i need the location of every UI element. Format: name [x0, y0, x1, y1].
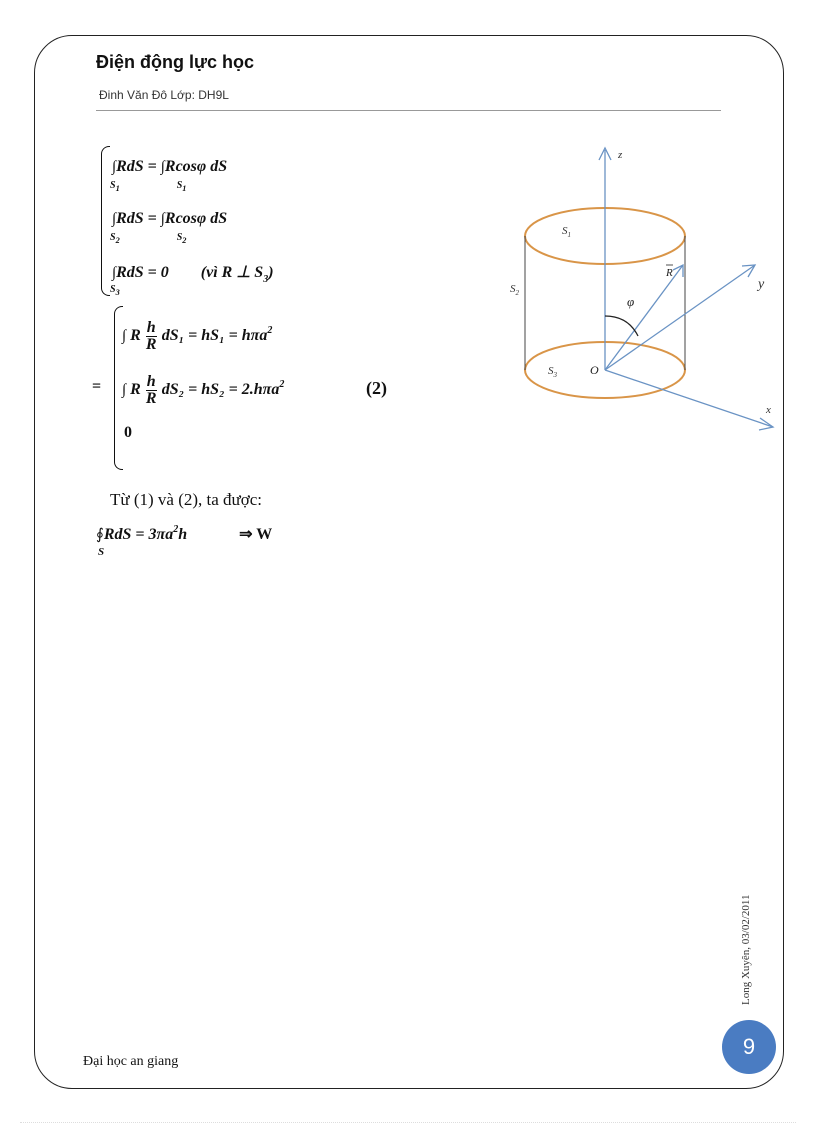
cylinder-figure [490, 130, 790, 450]
integral-sign: ∫ [160, 211, 165, 227]
fraction-denominator: R [145, 390, 157, 407]
integral-sign: ∫ [122, 328, 127, 345]
result-lhs: RdS = 3πa [103, 526, 174, 543]
implies-text: ⇒ W [239, 526, 273, 543]
angle-label: φ [627, 294, 635, 309]
equation-row-1-subscripts [110, 180, 186, 193]
superscript-2: 2 [173, 524, 179, 535]
surface-s1-label: $S_1$ [562, 225, 571, 239]
fraction-denominator: R [145, 336, 157, 353]
superscript-2: 2 [267, 325, 273, 337]
superscript-2: 2 [279, 379, 285, 391]
equation-case-2 [122, 374, 284, 407]
fraction-h-over-r [146, 320, 157, 353]
result-subscript [98, 546, 104, 558]
equation-row-2-rhs: Rcosφ dS [164, 210, 228, 227]
subscript-s2: $S_2$ [176, 232, 187, 245]
equation-row-2 [112, 210, 227, 228]
result-tail: h [178, 526, 188, 543]
side-date-place: Long Xuyên, 03/02/2011 [740, 894, 752, 1005]
equation-row-1-rhs: Rcosφ dS [164, 158, 228, 175]
equation-row-3-note-close: ) [268, 264, 274, 281]
equation-row-3 [112, 262, 274, 285]
x-axis [605, 370, 773, 427]
equation-row-1-lhs: RdS = [116, 158, 161, 175]
equals-sign: = [92, 378, 102, 395]
subscript-s2: $S_2$ [110, 232, 120, 245]
fraction-numerator: h [146, 373, 156, 390]
y-axis [605, 265, 755, 370]
footer-university: Đại học an giang [83, 1054, 179, 1069]
equation-row-3-note-sub: 3 [263, 274, 269, 285]
integral-sign: ∫ [160, 159, 165, 175]
closed-integral-sign: ∮ [96, 527, 104, 543]
equation-row-2-subscripts [110, 232, 186, 245]
equation-case-1 [122, 320, 272, 353]
header-divider [96, 110, 721, 111]
origin-label: O [590, 363, 599, 377]
equation-row-2-lhs: RdS = [116, 210, 161, 227]
vector-r-label: R [666, 267, 673, 279]
equation-case-2-text: dS₂ = hS₂ = 2.hπa [161, 381, 280, 399]
integral-sign: ∫ [122, 382, 127, 399]
axis-z-label: z [618, 149, 623, 161]
axis-y-label: y [758, 277, 765, 292]
author-line: Đinh Văn Đô Lớp: DH9L [99, 88, 229, 102]
subscript-s1: $S_1$ [176, 180, 187, 193]
integral-sign: ∫ [112, 159, 117, 175]
symbol-r: R [130, 327, 141, 345]
equation-row-1 [112, 158, 227, 176]
integral-sign: ∫ [112, 265, 117, 281]
equation-row-3-note: (vì R ⊥ S [200, 264, 264, 281]
integral-sign: ∫ [112, 211, 117, 227]
equation-row-3-lhs: RdS = 0 [116, 264, 169, 281]
axis-x-label: x [766, 404, 771, 416]
equation-number: (2) [366, 378, 387, 398]
subscript-s: S [98, 546, 105, 558]
left-brace-system-1 [101, 146, 110, 296]
symbol-r: R [130, 381, 141, 399]
surface-s3-label: $S_3$ [548, 365, 557, 379]
result-equation [96, 524, 272, 544]
equation-row-3-subscripts [110, 284, 120, 297]
body-paragraph: Từ (1) và (2), ta được: [110, 490, 263, 509]
equation-case-3-text: 0 [124, 424, 132, 441]
fraction-numerator: h [146, 319, 156, 336]
subscript-s3: $S_3$ [110, 284, 120, 297]
page-number-badge: 9 [722, 1020, 776, 1074]
equation-case-1-text: dS₁ = hS₁ = hπa [161, 327, 268, 345]
equation-case-3 [124, 424, 132, 442]
document-title: Điện động lực học [96, 52, 255, 72]
subscript-s1: $S_1$ [110, 180, 120, 193]
surface-s2-label: $S_2$ [510, 283, 519, 297]
fraction-h-over-r [146, 374, 157, 407]
